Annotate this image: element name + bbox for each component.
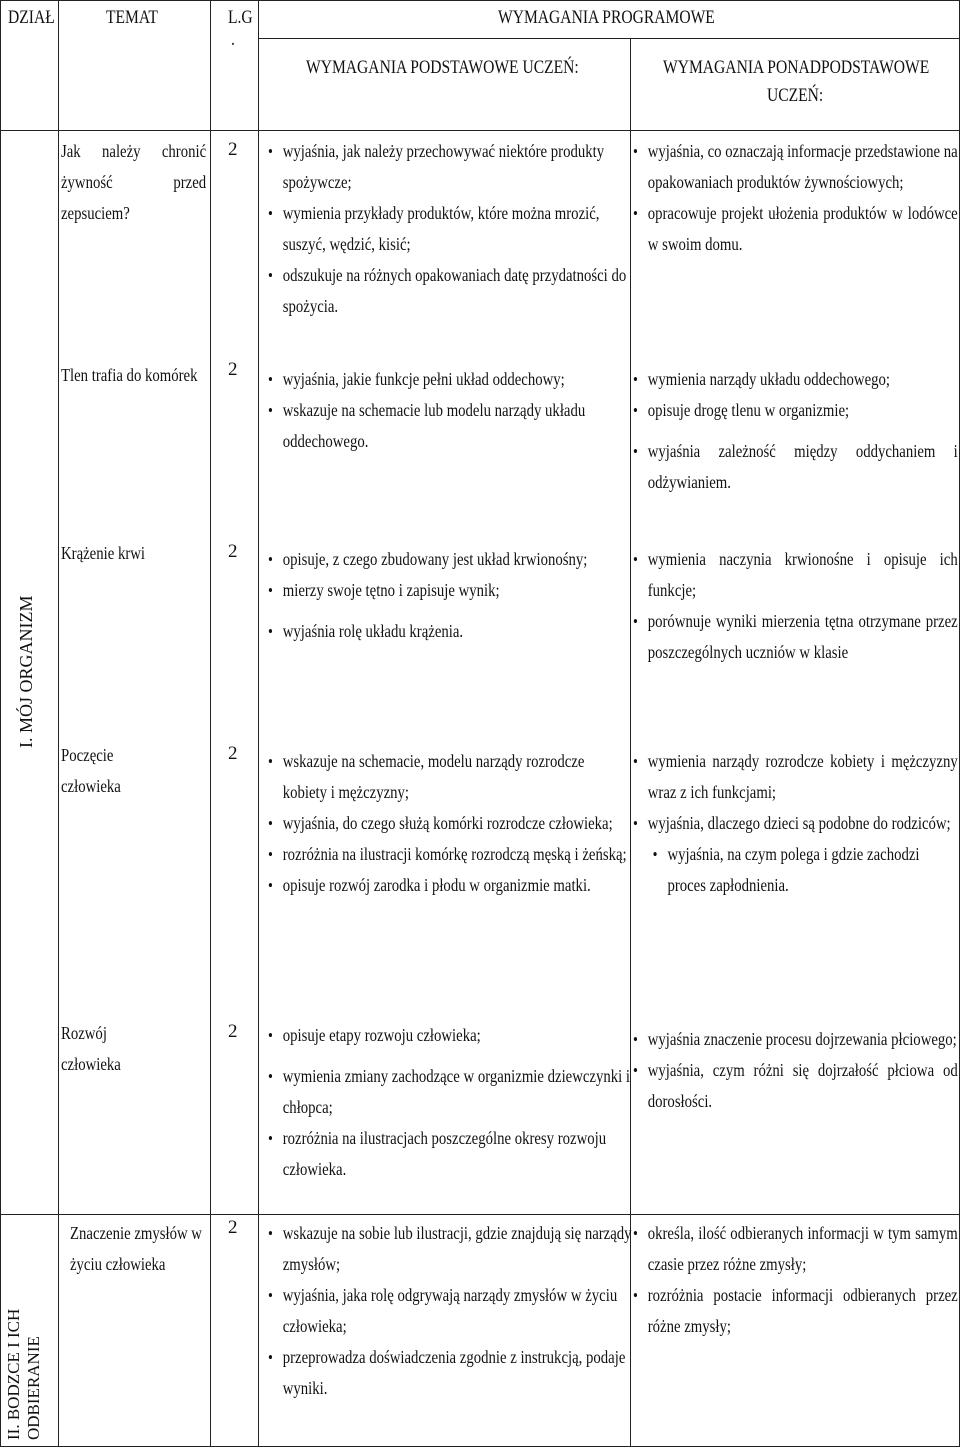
list-item: • wymienia narządy rozrodcze kobiety i mężczyzny wraz z ich funkcjami;	[633, 746, 958, 808]
list-item: • wymienia przykłady produktów, które można mrozić, suszyć, wędzić, kisić;	[268, 198, 632, 260]
list-item: • opisuje, z czego zbudowany jest układ krwionośny;	[268, 544, 632, 575]
list-item: • wyjaśnia zależność między oddychaniem i odżywianiem.	[633, 436, 958, 498]
list-item: • wyjaśnia, jakie funkcje pełni układ oddechowy;	[268, 364, 632, 395]
row-1-hours: 2	[228, 139, 238, 160]
row-3-basic	[268, 544, 632, 647]
row-2-basic	[268, 364, 632, 457]
col-divider-dzial	[58, 0, 59, 1447]
row-2-hours: 2	[228, 359, 238, 380]
list-item: • odszukuje na różnych opakowaniach datę przydatności do spożycia.	[268, 260, 632, 322]
row-1-advanced	[633, 136, 958, 260]
list-item: • wymienia narządy układu oddechowego;	[633, 364, 958, 395]
list-item: • opracowuje projekt ułożenia produktów w lodówce w swoim domu.	[633, 198, 958, 260]
row-6-advanced	[633, 1218, 958, 1342]
table-border-left	[0, 0, 1, 1447]
row-4-basic	[268, 746, 632, 901]
list-item: • porównuje wyniki mierzenia tętna otrzymane przez poszczególnych uczniów w klasie	[633, 606, 958, 668]
list-item: • wyjaśnia, czym różni się dojrzałość płciowa od dorosłości.	[633, 1055, 958, 1117]
list-item: • mierzy swoje tętno i zapisuje wynik;	[268, 575, 632, 606]
row-5-hours: 2	[228, 1021, 238, 1042]
header-bottom-border	[0, 130, 960, 131]
list-item: • wyjaśnia rolę układu krążenia.	[268, 616, 632, 647]
col-divider-lg	[258, 0, 259, 1447]
row-4-advanced	[633, 746, 958, 901]
list-item: • wymienia zmiany zachodzące w organizmie dziewczynki i chłopca;	[268, 1061, 632, 1123]
list-item: • wyjaśnia, jak należy przechowywać niektóre produkty spożywcze;	[268, 136, 632, 198]
row-3-advanced	[633, 544, 958, 668]
section-label-bodzce-2: ODBIERANIE	[24, 1336, 43, 1440]
list-item: • wskazuje na sobie lub ilustracji, gdzie znajdują się narządy zmysłów;	[268, 1218, 632, 1280]
row-5-basic	[268, 1020, 632, 1185]
header-podstawowe: WYMAGANIA PODSTAWOWE UCZEŃ:	[306, 57, 579, 78]
header-lg-dot: .	[231, 29, 235, 50]
row-1-basic	[268, 136, 632, 322]
list-item: • wskazuje na schemacie, modelu narządy rozrodcze kobiety i mężczyzny;	[268, 746, 632, 808]
list-item: • opisuje etapy rozwoju człowieka;	[268, 1020, 632, 1051]
list-item: • określa, ilość odbieranych informacji w tym samym czasie przez różne zmysły;	[633, 1218, 958, 1280]
header-ponadpodstawowe-uczen: UCZEŃ:	[767, 85, 824, 106]
list-item: • wyjaśnia, dlaczego dzieci są podobne do rodziców;	[633, 808, 958, 839]
row-2-advanced	[633, 364, 958, 498]
list-item: • wyjaśnia znaczenie procesu dojrzewania płciowego;	[633, 1024, 958, 1055]
row-5-advanced	[633, 1024, 958, 1117]
row-5-topic: Rozwój człowieka	[61, 1023, 121, 1074]
row-6-basic	[268, 1218, 632, 1404]
row-4-hours: 2	[228, 743, 238, 764]
list-item: • wymienia naczynia krwionośne i opisuje ich funkcje;	[633, 544, 958, 606]
list-item: • rozróżnia na ilustracjach poszczególne okresy rozwoju człowieka.	[268, 1123, 632, 1185]
section-label-moj-organizm: I. MÓJ ORGANIZM	[16, 595, 36, 748]
list-item: • wyjaśnia, do czego służą komórki rozrodcze człowieka;	[268, 808, 632, 839]
list-item: • opisuje drogę tlenu w organizmie;	[633, 395, 958, 426]
list-item: • rozróżnia na ilustracji komórkę rozrodczą męską i żeńską;	[268, 839, 632, 870]
row-3-hours: 2	[228, 541, 238, 562]
header-temat: TEMAT	[106, 7, 158, 28]
list-item: • wskazuje na schemacie lub modelu narządy układu oddechowego.	[268, 395, 632, 457]
section-divider	[0, 1214, 960, 1215]
list-item: • rozróżnia postacie informacji odbieranych przez różne zmysły;	[633, 1280, 958, 1342]
list-item: • przeprowadza doświadczenia zgodnie z instrukcją, podaje wyniki.	[268, 1342, 632, 1404]
list-item: • wyjaśnia, co oznaczają informacje przedstawione na opakowaniach produktów żywnościowych;	[633, 136, 958, 198]
list-item: • wyjaśnia, jaka rolę odgrywają narządy zmysłów w życiu człowieka;	[268, 1280, 632, 1342]
header-divider	[258, 38, 960, 39]
table-border-top	[0, 0, 960, 1]
row-6-hours: 2	[228, 1217, 238, 1238]
header-lg: L.G	[228, 7, 253, 28]
row-1-topic: Jak należy chronić żywność przed zepsuciem?	[61, 141, 207, 223]
header-ponadpodstawowe: WYMAGANIA PONADPODSTAWOWE	[663, 57, 930, 78]
header-dzial: DZIAŁ	[8, 7, 55, 28]
header-wymagania: WYMAGANIA PROGRAMOWE	[498, 7, 715, 28]
table-border-bottom	[0, 1446, 960, 1447]
row-2-topic: Tlen trafia do komórek	[61, 365, 198, 385]
section-label-bodzce-1: II. BODZCE I ICH	[4, 1308, 23, 1440]
row-6-topic: Znaczenie zmysłów w życiu człowieka	[70, 1223, 202, 1274]
list-item: • wyjaśnia, na czym polega i gdzie zachodzi proces zapłodnienia.	[653, 839, 958, 901]
list-item: • opisuje rozwój zarodka i płodu w organizmie matki.	[268, 870, 632, 901]
row-3-topic: Krążenie krwi	[61, 543, 146, 563]
row-4-topic: Poczęcie człowieka	[61, 745, 121, 796]
col-divider-temat	[210, 0, 211, 1447]
